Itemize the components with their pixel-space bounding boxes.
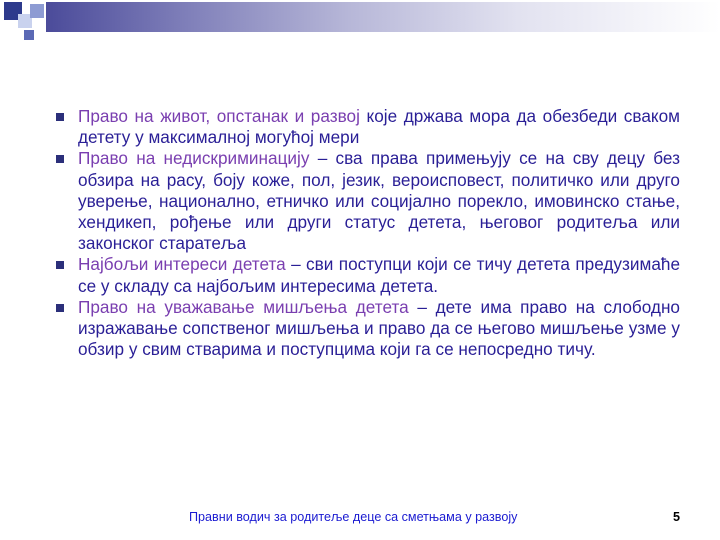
- decor-square-small: [24, 30, 34, 40]
- page-number: 5: [672, 510, 680, 524]
- decor-square-mid: [30, 4, 44, 18]
- bullet-list: [50, 106, 680, 360]
- footer: [0, 508, 720, 528]
- footer-caption: Правни водич за родитеље деце са сметњама у развоју: [189, 510, 518, 524]
- list-item-non-discrimination: [50, 148, 680, 254]
- item-lead: Право на недискриминацију: [78, 148, 310, 169]
- item-text: – дете има право на слободно изражавање сопственог мишљења и право да се његово мишљење узме у обзир у свим стварима и поступцима који га се непосредно тичу.: [78, 296, 680, 360]
- square-bullet-icon: [56, 113, 64, 121]
- header-gradient-bar: [46, 2, 720, 32]
- item-text: које држава мора да обезбеди сваком детету у максималној могућој мери: [78, 106, 680, 148]
- square-bullet-icon: [56, 304, 64, 312]
- list-item-right-to-life: [50, 106, 680, 148]
- item-text: – сви поступци који се тичу детета предузимаће се у складу са најбољим интересима детета.: [78, 254, 681, 296]
- square-bullet-icon: [56, 261, 64, 269]
- list-item-best-interests: [50, 254, 680, 296]
- list-item-respect-views: [50, 297, 680, 361]
- square-bullet-icon: [56, 155, 64, 163]
- item-lead: Право на живот, опстанак и развој: [78, 106, 360, 126]
- item-text: – сва права примењују се на сву децу без обзира на расу, боју коже, пол, језик, вероисповест, политичко или друго уверење, национално, етничко или социјално порекло, имовинско стање, хендикеп, рођење или други статус детета, његовог родитеља или законског старатеља: [78, 148, 680, 254]
- item-lead: Право на уважавање мишљења детета: [78, 296, 409, 317]
- header-decoration: [0, 0, 720, 48]
- item-lead: Најбољи интереси детета: [78, 254, 286, 275]
